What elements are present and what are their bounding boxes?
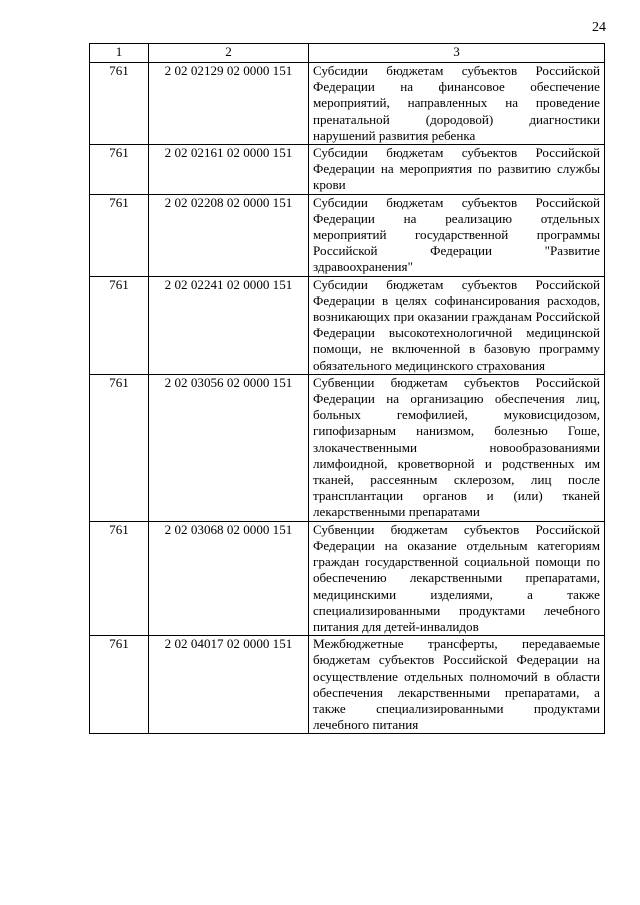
budget-codes-table: [89, 43, 605, 734]
budget-code-cell: 2 02 02129 02 0000 151: [149, 63, 309, 145]
admin-code-cell: 761: [90, 63, 149, 145]
admin-code-cell: 761: [90, 276, 149, 374]
table-row: [90, 194, 605, 276]
table-header-row: [90, 44, 605, 63]
table-row: [90, 636, 605, 734]
table-row: [90, 63, 605, 145]
budget-code-cell: 2 02 02241 02 0000 151: [149, 276, 309, 374]
description-cell: Межбюджетные трансферты, передаваемые бюджетам субъектов Российской Федерации на осуществление отдельных полномочий в области обеспечения лекарственными препаратами, а также специализированными продуктами лечебного питания: [309, 636, 605, 734]
budget-code-cell: 2 02 03068 02 0000 151: [149, 521, 309, 635]
budget-code-cell: 2 02 03056 02 0000 151: [149, 374, 309, 521]
page-number: 24: [592, 20, 606, 35]
table-row: [90, 374, 605, 521]
description-cell: Субсидии бюджетам субъектов Российской Федерации в целях софинансирования расходов, возникающих при оказании гражданам Российской Федерации высокотехнологичной медицинской помощи, не включенной в базовую программу обязательного медицинского страхования: [309, 276, 605, 374]
budget-code-cell: 2 02 02208 02 0000 151: [149, 194, 309, 276]
header-col-3: 3: [309, 44, 605, 63]
admin-code-cell: 761: [90, 636, 149, 734]
description-cell: Субвенции бюджетам субъектов Российской Федерации на оказание отдельным категориям граждан государственной социальной помощи по обеспечению лекарственными препаратами, медицинскими изделиями, а также специализированными продуктами лечебного питания для детей-инвалидов: [309, 521, 605, 635]
table-row: [90, 521, 605, 635]
table-row: [90, 276, 605, 374]
admin-code-cell: 761: [90, 374, 149, 521]
table-row: [90, 145, 605, 195]
description-cell: Субсидии бюджетам субъектов Российской Федерации на финансовое обеспечение мероприятий, направленных на проведение пренатальной (дородовой) диагностики нарушений развития ребенка: [309, 63, 605, 145]
description-cell: Субвенции бюджетам субъектов Российской Федерации на организацию обеспечения лиц, больных гемофилией, муковисцидозом, гипофизарным нанизмом, болезнью Гоше, злокачественными новообразованиями лимфоидной, кроветворной и родственных им тканей, рассеянным склерозом, лиц после трансплантации органов и (или) тканей лекарственными препаратами: [309, 374, 605, 521]
admin-code-cell: 761: [90, 521, 149, 635]
budget-code-cell: 2 02 04017 02 0000 151: [149, 636, 309, 734]
description-cell: Субсидии бюджетам субъектов Российской Федерации на реализацию отдельных мероприятий государственной программы Российской Федерации "Развитие здравоохранения": [309, 194, 605, 276]
admin-code-cell: 761: [90, 194, 149, 276]
budget-code-cell: 2 02 02161 02 0000 151: [149, 145, 309, 195]
header-col-2: 2: [149, 44, 309, 63]
admin-code-cell: 761: [90, 145, 149, 195]
header-col-1: 1: [90, 44, 149, 63]
description-cell: Субсидии бюджетам субъектов Российской Федерации на мероприятия по развитию службы крови: [309, 145, 605, 195]
